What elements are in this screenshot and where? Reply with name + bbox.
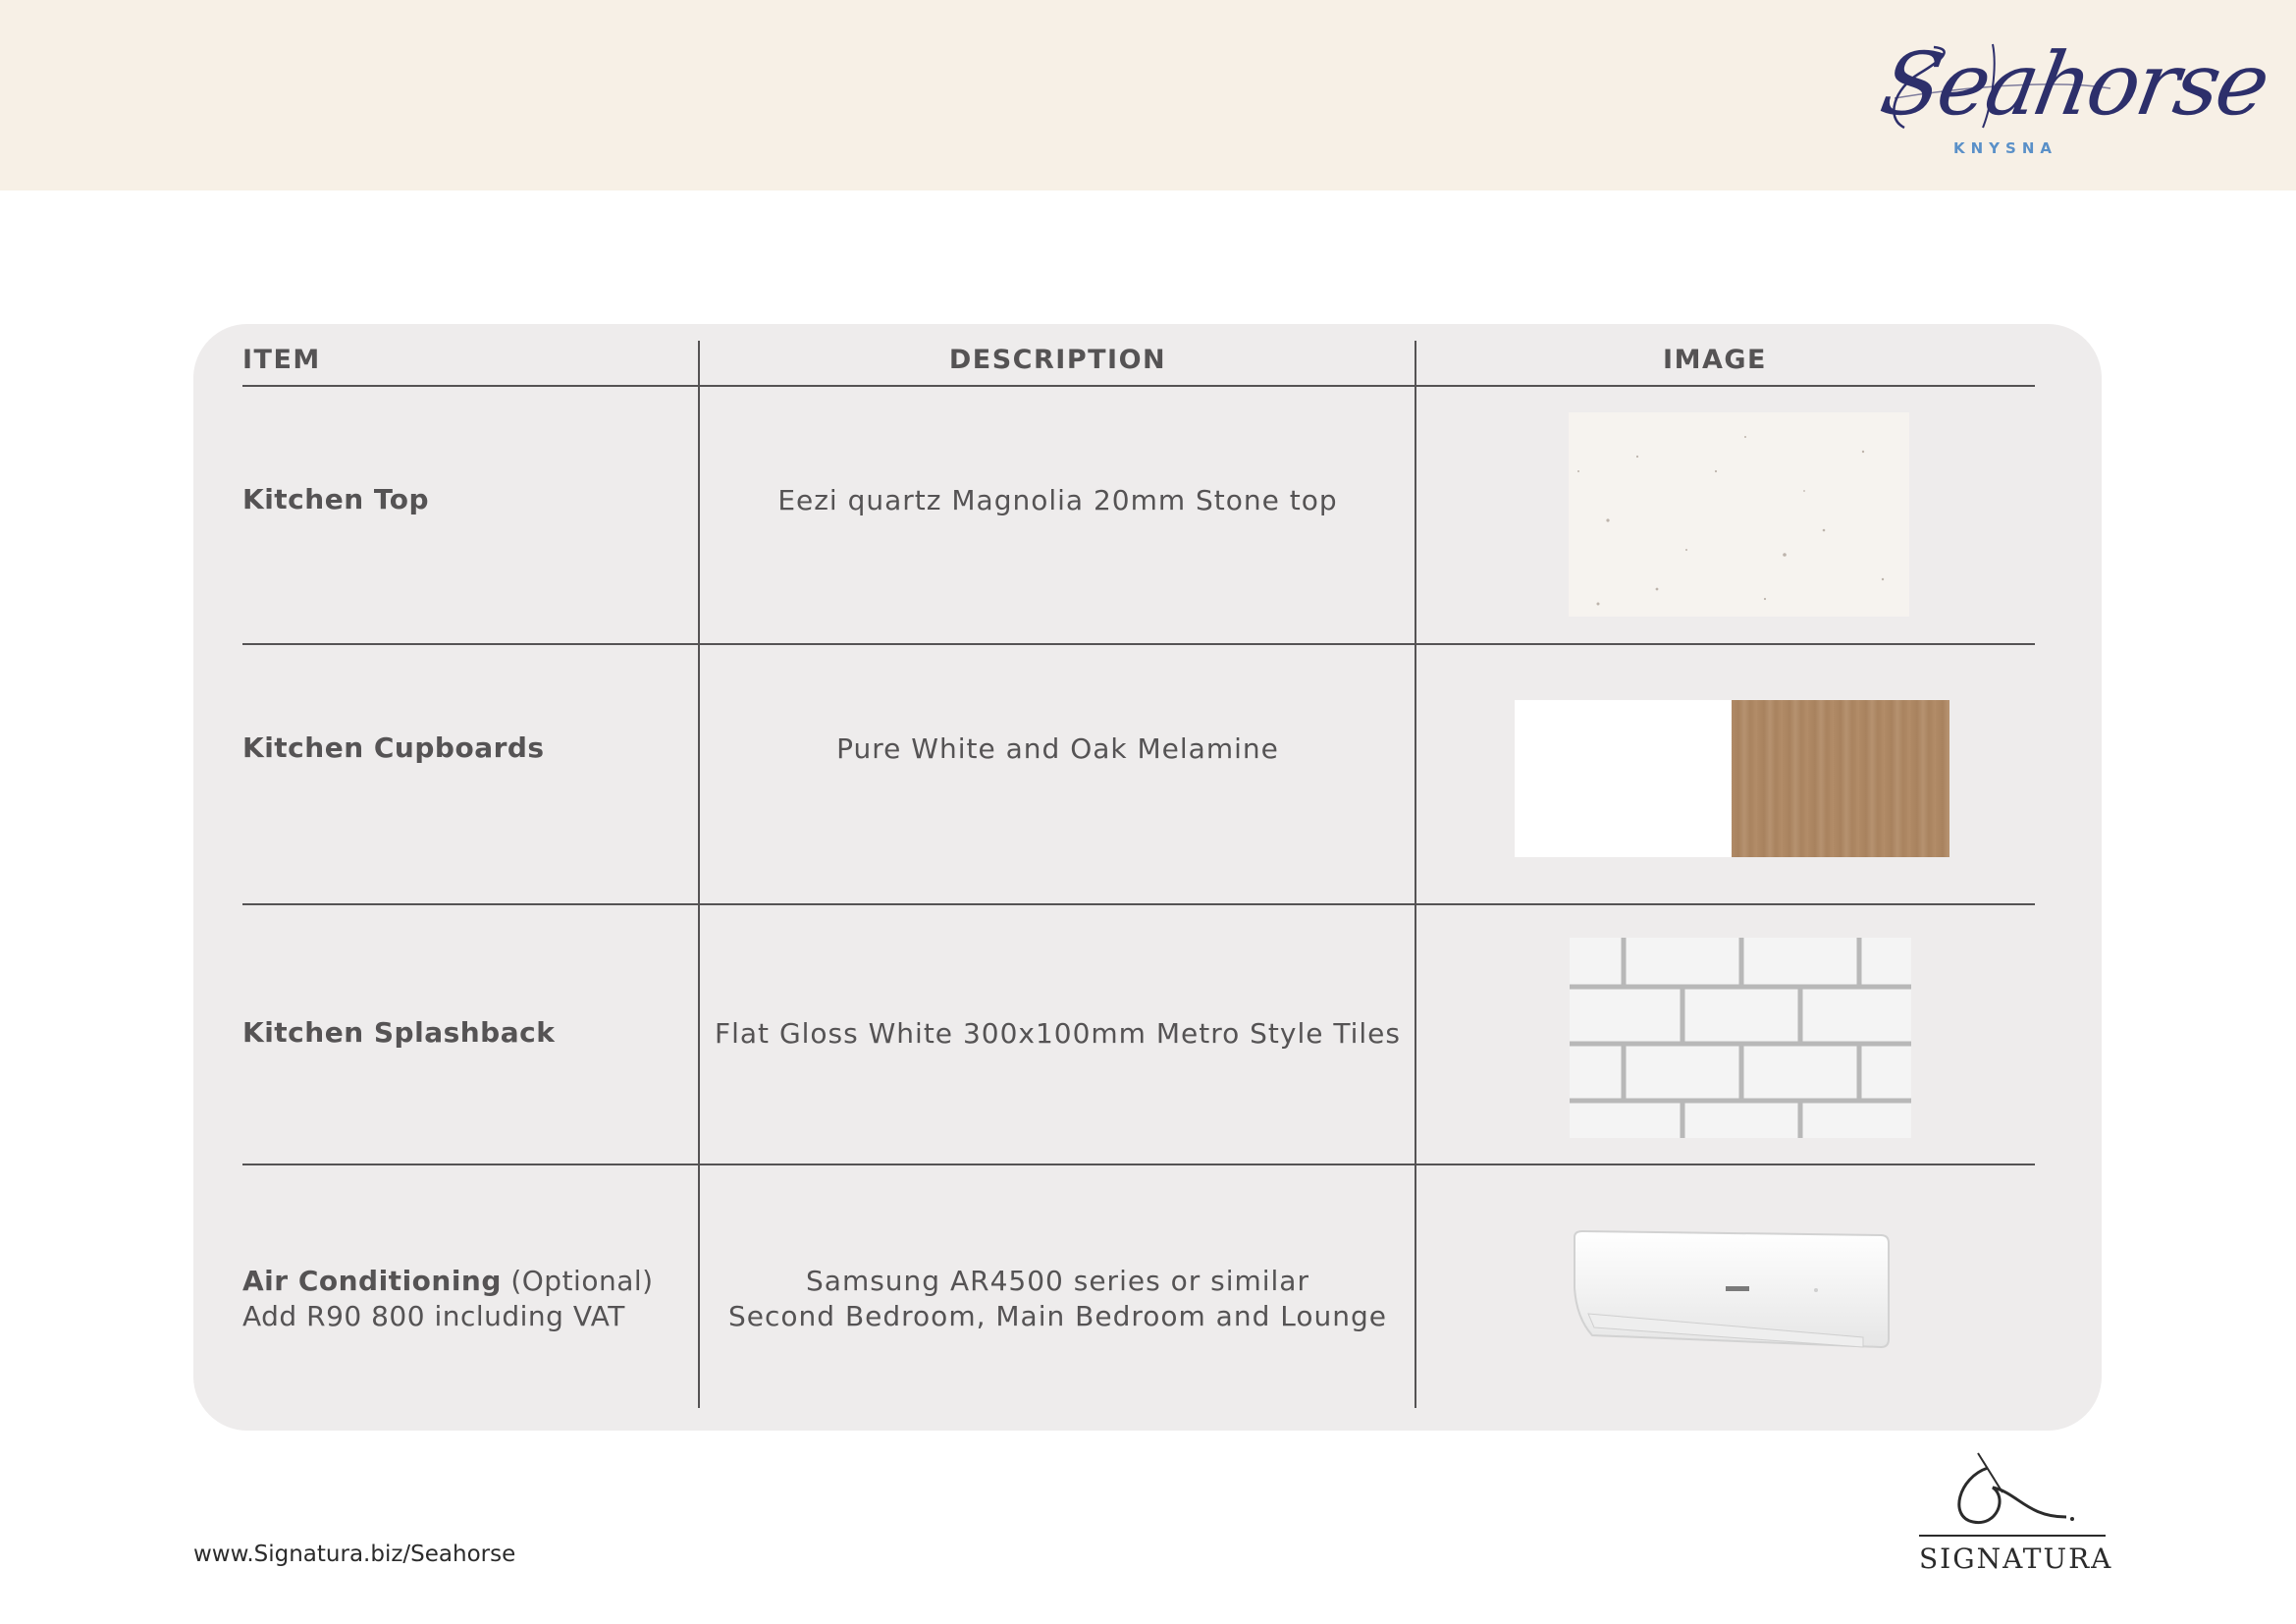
column-header-description: DESCRIPTION [948,345,1167,375]
row-divider [242,643,2035,645]
row-item-label: Air Conditioning (Optional) Add R90 800 including VAT [242,1265,654,1332]
row-item-label: Kitchen Cupboards [242,731,545,764]
row-description: Samsung AR4500 series or similar Second Bedroom, Main Bedroom and Lounge [728,1265,1387,1332]
signatura-wordmark: SIGNATURA [1919,1535,2106,1575]
row-description: Pure White and Oak Melamine [836,732,1279,765]
seahorse-logo [1873,20,2274,147]
column-header-item: ITEM [242,345,321,375]
logo-wordmark: Seahorse [1873,33,2274,135]
pure-white-melamine-image [1515,700,1732,857]
row-description: Eezi quartz Magnolia 20mm Stone top [777,484,1338,516]
row-description: Flat Gloss White 300x100mm Metro Style Tiles [715,1017,1401,1050]
signature-mark-icon [1919,1448,2106,1537]
logo-subtitle: KNYSNA [1953,139,2058,157]
header-divider [242,385,2035,387]
row-divider [242,1164,2035,1165]
row-item-label: Kitchen Splashback [242,1016,556,1049]
metro-tiles-image [1570,938,1911,1138]
oak-melamine-image [1732,700,1949,857]
row-divider [242,903,2035,905]
air-conditioner-image [1569,1229,1895,1357]
footer-website-link[interactable]: www.Signatura.biz/Seahorse [193,1542,516,1567]
column-header-image: IMAGE [1663,345,1767,375]
quartz-stone-image [1569,412,1909,617]
row-item-label: Kitchen Top [242,483,430,515]
